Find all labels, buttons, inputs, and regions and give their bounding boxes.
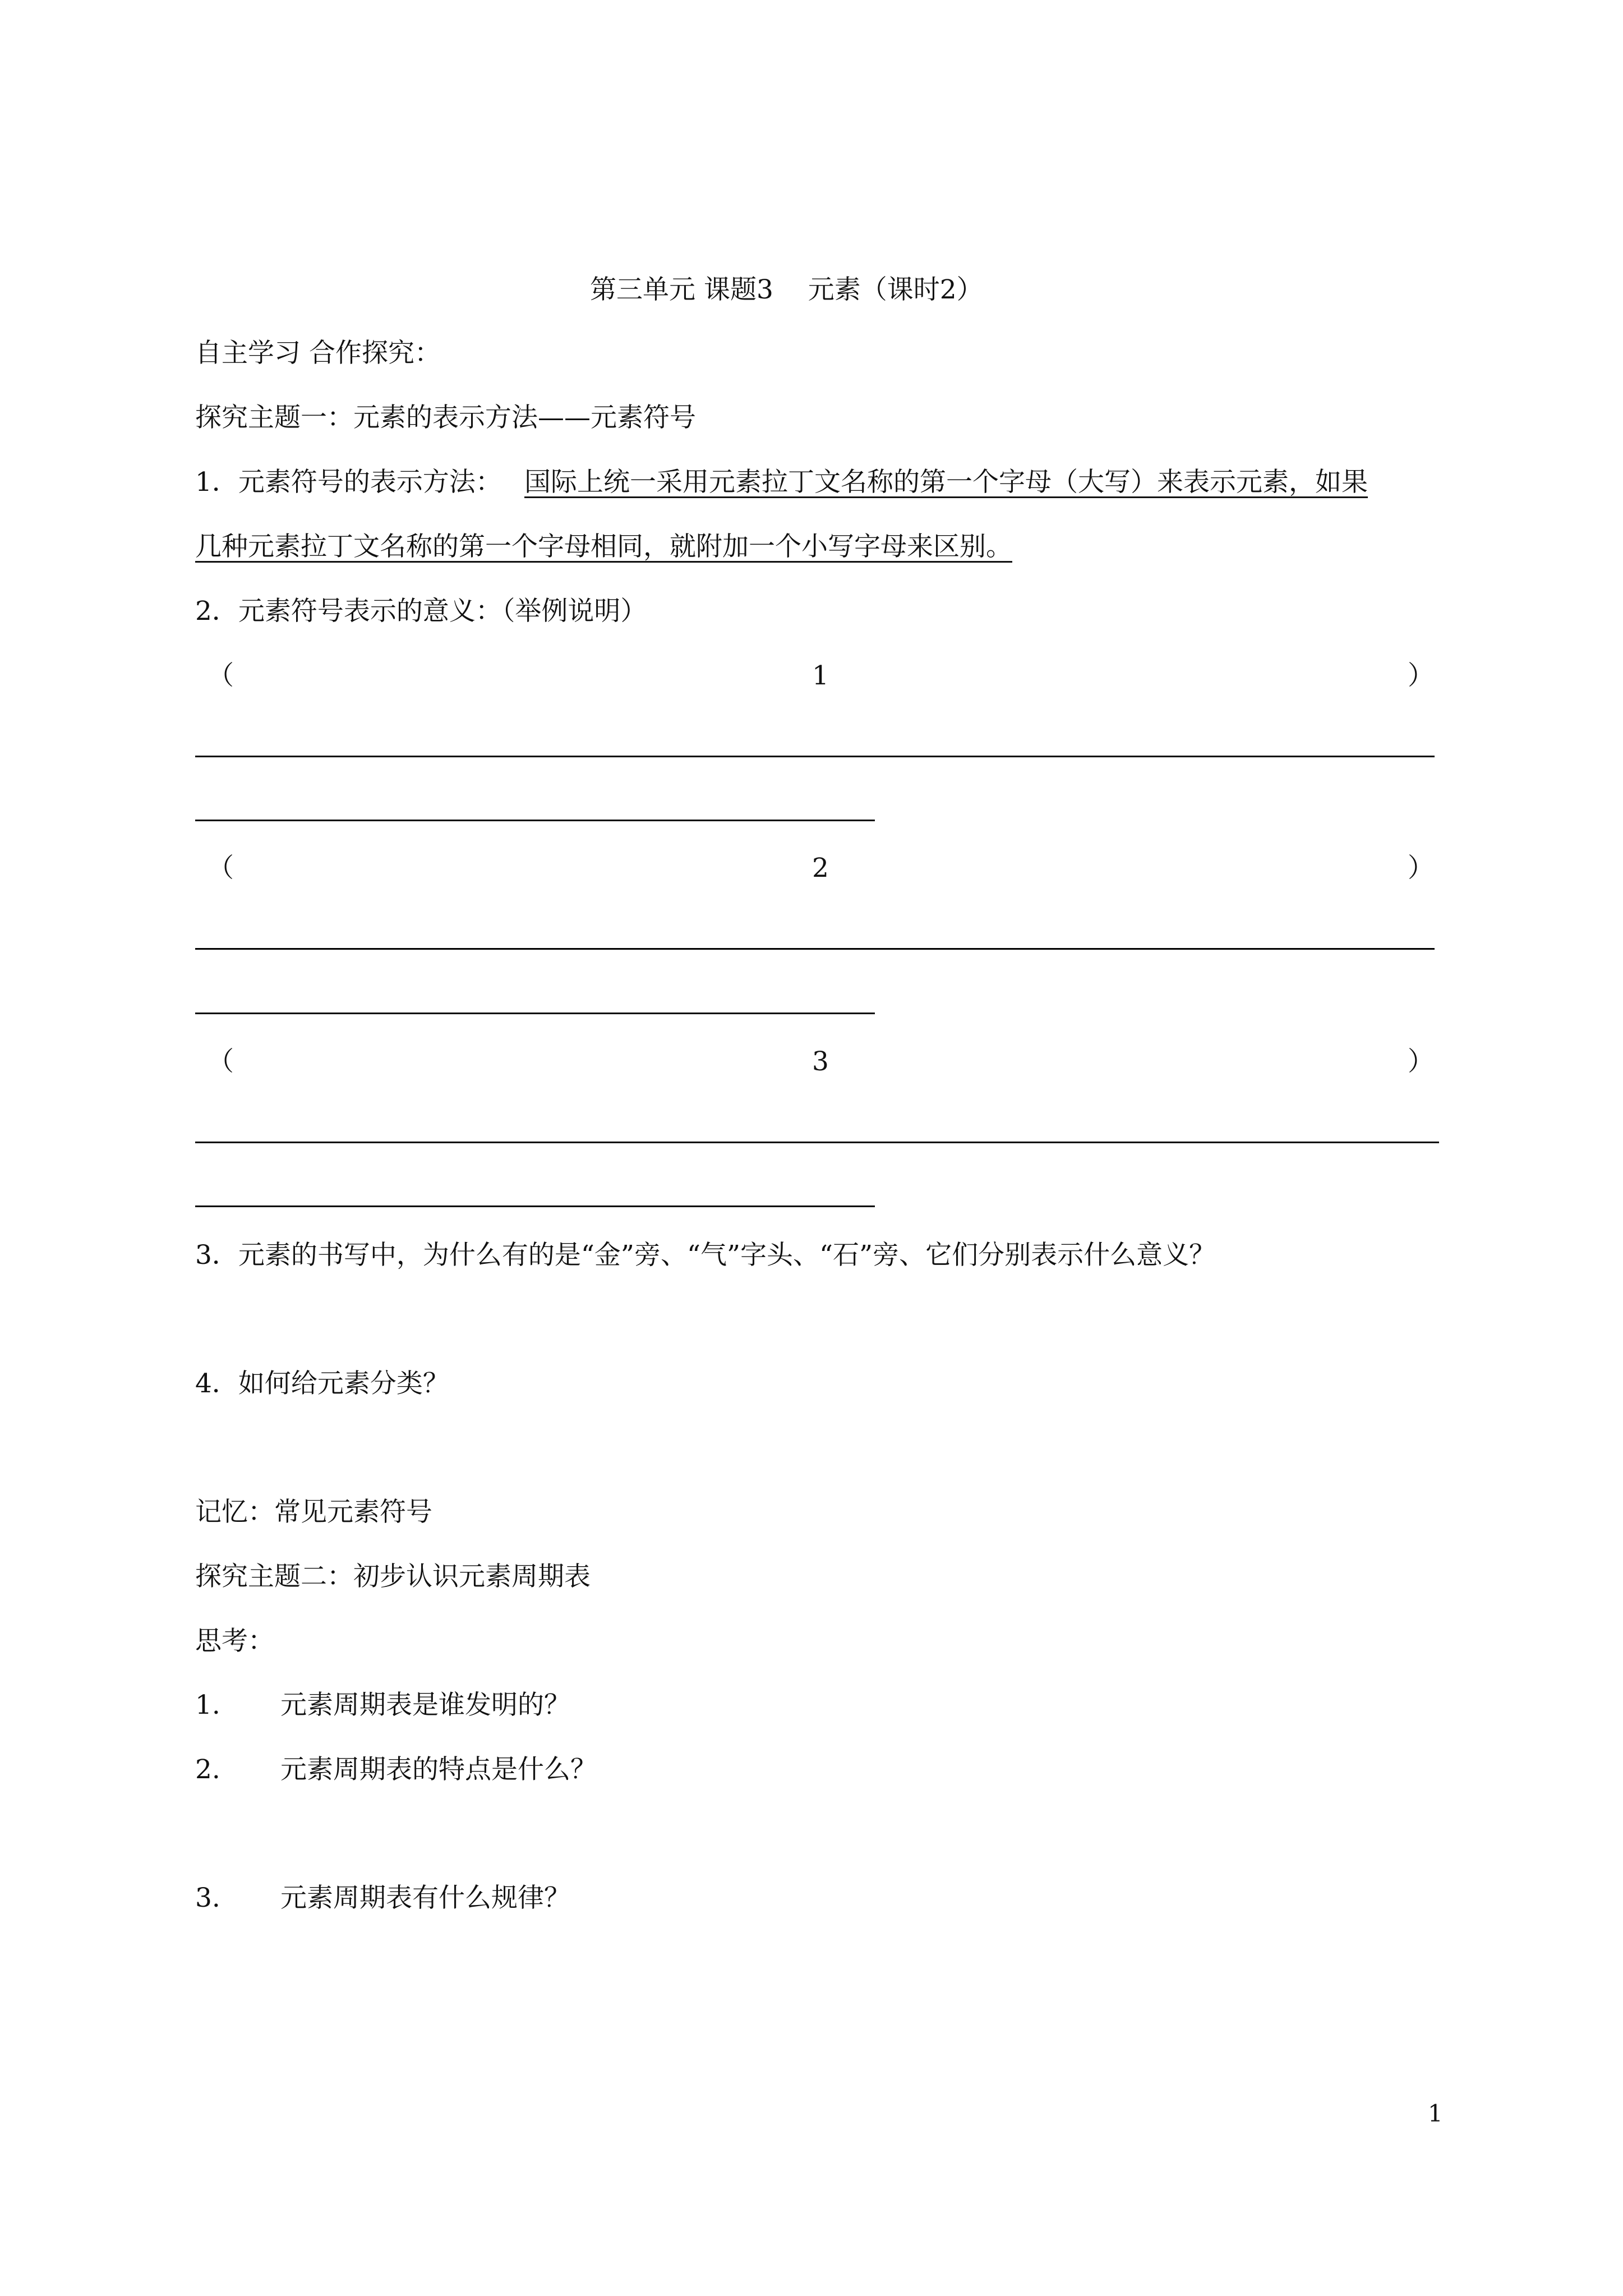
- think-item-2-number: 2.: [195, 1754, 220, 1785]
- answer-line: [195, 1142, 1439, 1143]
- page-number: 1: [1428, 2100, 1443, 2127]
- question-3: 3．元素的书写中，为什么有的是“金”旁、“气”字头、“石”旁、它们分别表示什么意义？: [195, 1240, 1216, 1271]
- blank-2-close-paren: ）: [1408, 853, 1434, 884]
- answer-line: [195, 1205, 875, 1207]
- self-study-heading: 自主学习 合作探究：: [195, 338, 441, 369]
- answer-line: [195, 1013, 875, 1014]
- blank-2-open-paren: （: [208, 853, 234, 884]
- blank-1-open-paren: （: [208, 660, 234, 691]
- think-item-3-number: 3.: [195, 1883, 220, 1913]
- blank-3-close-paren: ）: [1408, 1046, 1434, 1077]
- question-1-answer-line-1: 国际上统一采用元素拉丁文名称的第一个字母（大写）来表示元素，如果: [524, 467, 1368, 498]
- question-2: 2．元素符号表示的意义：（举例说明）: [195, 596, 647, 627]
- blank-1-close-paren: ）: [1408, 660, 1434, 691]
- blank-3-number: 3: [812, 1046, 829, 1077]
- think-heading: 思考：: [195, 1626, 274, 1657]
- question-1-answer-line-2: 几种元素拉丁文名称的第一个字母相同，就附加一个小写字母来区别。: [195, 531, 1012, 562]
- answer-line: [195, 756, 1435, 757]
- question-1-label: 1．元素符号的表示方法：: [195, 467, 502, 498]
- blank-3-open-paren: （: [208, 1046, 234, 1077]
- page-title: 第三单元 课题3 元素（课时2）: [590, 274, 983, 305]
- think-item-2-text: 元素周期表的特点是什么？: [280, 1754, 597, 1785]
- think-item-1-text: 元素周期表是谁发明的？: [280, 1690, 570, 1720]
- answer-line: [195, 948, 1435, 950]
- think-item-3-text: 元素周期表有什么规律？: [280, 1883, 570, 1913]
- blank-2-number: 2: [812, 853, 829, 884]
- answer-line: [195, 820, 875, 821]
- question-4: 4．如何给元素分类？: [195, 1368, 449, 1399]
- memory-note: 记忆：常见元素符号: [195, 1497, 432, 1527]
- topic-two-heading: 探究主题二：初步认识元素周期表: [195, 1561, 591, 1592]
- blank-1-number: 1: [812, 660, 829, 691]
- topic-one-heading: 探究主题一：元素的表示方法——元素符号: [195, 402, 696, 433]
- think-item-1-number: 1.: [195, 1690, 220, 1720]
